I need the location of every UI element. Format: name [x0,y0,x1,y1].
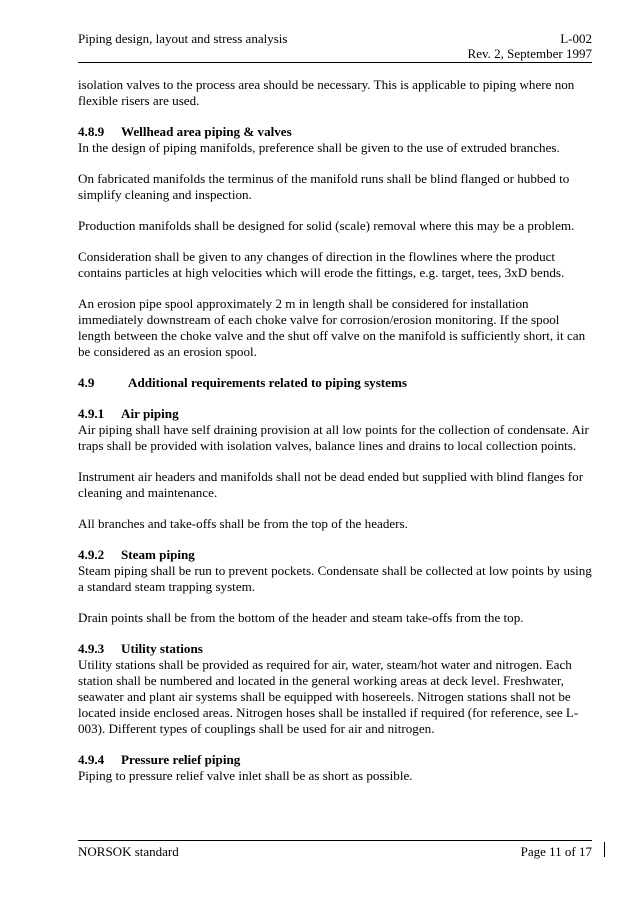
section-title: Air piping [121,406,179,421]
footer-page-number: Page 11 of 17 [520,844,592,859]
section-number: 4.9.1 [78,406,105,421]
paragraph: An erosion pipe spool approximately 2 m in length shall be considered for installation immediately downstream of each choke valve for corrosion/erosion monitoring. If the spool length between the choke valve and the shut off valve on the manifold is sufficiently short, it can be considered as an erosion spool. [78,296,586,359]
section-number: 4.9 [78,375,95,390]
heading-4-9-1 [78,406,594,422]
paragraph: On fabricated manifolds the terminus of the manifold runs shall be blind flanged or hubbed to simplify cleaning and inspection. [78,171,570,202]
header-rule [78,62,592,63]
section-number: 4.9.4 [78,752,105,767]
section-title: Wellhead area piping & valves [121,124,292,139]
footer-change-bar [604,842,605,857]
paragraph: Steam piping shall be run to prevent pockets. Condensate shall be collected at low points by using a standard steam trapping system. [78,563,592,594]
header-revision: Rev. 2, September 1997 [467,46,592,61]
section-number: 4.9.2 [78,547,105,562]
footer-standard: NORSOK standard [78,844,179,859]
intro-paragraph: isolation valves to the process area should be necessary. This is applicable to piping where non flexible risers are used. [78,77,575,108]
paragraph: Utility stations shall be provided as required for air, water, steam/hot water and nitrogen. Each station shall be numbered and located in the general working areas at deck level. Freshwater, seawater and plant air systems shall be equipped with hosereels. Nitrogen stations shall not be located inside enclosed areas. Nitrogen hoses shall be installed if required (for reference, see L-003). Different types of couplings shall be used for air and nitrogen. [78,657,579,736]
paragraph: Instrument air headers and manifolds shall not be dead ended but supplied with blind flanges for cleaning and maintenance. [78,469,584,500]
paragraph: Air piping shall have self draining provision at all low points for the collection of condensate. Air traps shall be provided with isolation valves, balance lines and drains to local collection points. [78,422,589,453]
footer-rule [78,840,592,841]
heading-4-9 [78,375,594,391]
section-number: 4.9.3 [78,641,105,656]
paragraph: In the design of piping manifolds, preference shall be given to the use of extruded branches. [78,140,560,155]
heading-4-9-2 [78,547,594,563]
paragraph: Consideration shall be given to any changes of direction in the flowlines where the product contains particles at high velocities which will erode the fittings, e.g. target, tees, 3xD bends. [78,249,565,280]
section-number: 4.8.9 [78,124,105,139]
section-title: Additional requirements related to piping systems [128,375,407,390]
body-text [78,77,594,784]
heading-4-9-3 [78,641,594,657]
section-title: Utility stations [121,641,203,656]
section-title: Steam piping [121,547,195,562]
heading-4-8-9 [78,124,594,140]
paragraph: Production manifolds shall be designed for solid (scale) removal where this may be a problem. [78,218,575,233]
section-title: Pressure relief piping [121,752,241,767]
paragraph: Drain points shall be from the bottom of the header and steam take-offs from the top. [78,610,524,625]
paragraph: Piping to pressure relief valve inlet shall be as short as possible. [78,768,413,783]
header-doc-number: L-002 [560,31,592,46]
heading-4-9-4 [78,752,594,768]
paragraph: All branches and take-offs shall be from the top of the headers. [78,516,408,531]
header-title: Piping design, layout and stress analysis [78,31,288,46]
